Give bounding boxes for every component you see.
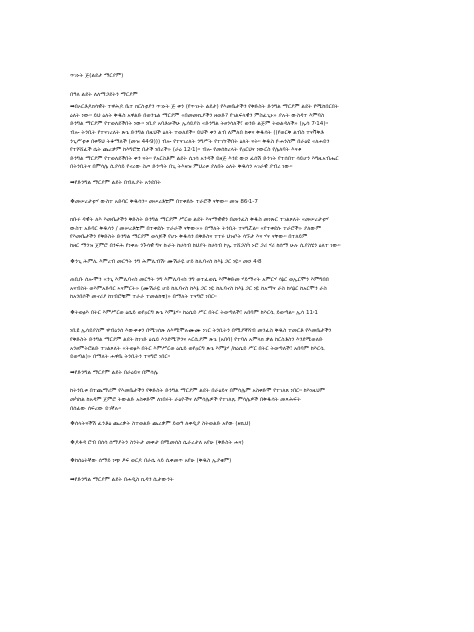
text-line: የቅድስት ድንግል ማርያም ልደት ከነገድ ዕሴይ እንደሚኾንና ኣርሲያም ጽጌ (አበባ) የተባለ አምላክ ቃል ከርስቶስን እንደሚወለድ bbox=[70, 337, 323, 344]
text-line: ጠቢቡ ሰሎሞን «ንጊ እምሊባኖስ መርዓት ንግ እምሊባኖስ ንግ ወተፈወሴ እምቅድመ ሃይማኖት አምርሃ ሳኔር ወኢርሞን እምግበበ bbox=[70, 277, 329, 284]
text-line: ድንግል ማርያም የተወለደችበት ነው። ነቢያ አባቶቻችሁ ኢሳይያስ «ድንግል ትፀንሳለች፣ ወንድ ልጅም ትወልዳለች» (ኢሳ 7፡14)። bbox=[70, 121, 329, 128]
text-line: ይወጣል)» በማለት ሐዋቤ ትንቢትን ተናግሮ ነበር። bbox=[70, 354, 171, 361]
text-line: ብሎ ትንቢት የተናገረለት ጽጌ ድንግል በዚህች ዕለት ተወለደች። ይህች ቀን ልብ ለምለበ ከቀና ቅዱሳት ((የወርቅ ልብስ ተናቫቅቶ bbox=[70, 129, 324, 136]
text-line: ➡በኦርቶዶክሳዊት ተዋሕዶ ቤተ ክርስቲያን ጥገኑት ጅ ቀን (የጥገኑት ልደታ) የእመቤታችን የቅድስት ድንግል ማርያም ልደት የሚከበርበት bbox=[70, 104, 339, 111]
text-line: ➡የድንግል ማርያም ልደት በሐዲስ ኪዳን ሲታውንት bbox=[70, 477, 174, 483]
text-line: ከዘር ማንዝ ጀምሮ በንፍሕ የነቀሉ ንጉሳዊ ግና ኩራት ከሀሳብ ከህያት ከሀሳብ ኮኢ ተሸጋስካ ኑሮ ጋሪ ሃሪ ከሰማ ሁሉ ሲያስሄን ዕለተ ነው። bbox=[70, 242, 341, 249]
text-line: ጥገኑት ጅ(ልደታ ማርያም) bbox=[70, 73, 124, 79]
text-line: ❖መሠረታቲሃ ውስተ አድባር ቅዱሳን። መሠረቶቿም በተቀደሱ ተራሮች ናቸው። መዝ 86፡1-7 bbox=[70, 198, 258, 205]
text-line: ❖ትወፅእ በትር እምሥርወ ዕሴይ ወየዐርግ ጽጌ እምኔሃ። ከዕሴይ ሥር በትር ትወጣለች፣ አበባም ከእርሷ ይወጣል። ኢሳ 11፡1 bbox=[70, 309, 318, 316]
text-line: በዓለ ልደት ለለማጋደትን ማርያም bbox=[70, 91, 138, 98]
text-line: ንጊሥቲቱ በቀኝህ ትቆማለች (መዝ 44፡9))) ብሎ የተናገረለት ንግሥት የተገኘችበት ዕለት ናት። ቅዱስ ዮሐንስም በራዕዩ «ለሐይን bbox=[70, 138, 330, 145]
text-line: ➡የድንግል ማርያም ልደት በራዕይና በምሳሌ bbox=[70, 369, 158, 376]
text-block bbox=[70, 309, 404, 318]
section-heading bbox=[70, 369, 404, 378]
text-line: የእመቤታችን የቅድስት ድንግል ማርያም ወላጆች የሆኑ ቅዱሳን በቅድስና ተተሩ ህዝቦት ሳኙታ እና ሃና ናቸው። በተለይም bbox=[70, 234, 308, 241]
text-block bbox=[70, 327, 404, 361]
page-subtitle bbox=[70, 91, 404, 100]
text-line: ❖ከሰዕትኛው ሰማይ ነጭ ዖፍ ወርዶ በራሴ ላይ ሲቀመጥ አየሁ (ቅዱስ ኢያቄም) bbox=[70, 458, 232, 465]
text-block bbox=[70, 198, 404, 207]
text-block bbox=[70, 457, 404, 466]
text-line: የተሾሸፈች ሴት ጨረቃም ከእግሮቿ በታች ነበረች» (ራዕ 12፡1)። ብሎ የመሰከረላት የዐርህና ነውርስ የሌለባት እናቱ bbox=[70, 147, 302, 154]
text-line: ➡የድንግል ማርያም ልደት በብሊያት አንደበት bbox=[70, 179, 161, 186]
text-line: ❖ሰላትናችሽ ፈንቶዕ ጨረቃት ስተወልድ ጨረቃም ይወዓ ለቀዲያ ስትወልድ አየው (ዘኪህ) bbox=[70, 421, 251, 428]
text-block bbox=[70, 216, 404, 250]
text-line: ነቢዩ ኢሳይያስም ዋብዕንሰ እውቀቱን በሚገሰጽ ለእሚሞሉሙሙ ነገር ትንቢትን በሚያኛሻብ መንፈስ ቅዱስ ተመርቶ የእመቤታችን bbox=[70, 328, 332, 335]
text-block bbox=[70, 420, 404, 429]
text-line: ውስተ አድባር ቅዱሳን / መሠረቶቿም በተቀደሱ ተራራች ናቸው»» በማለት ትንቢት ተናግሯል። «የተቀደሱ ተራሮች» ያለውም bbox=[70, 225, 322, 232]
text-line: ❖ዶፋዳ ሮብ በሰሳ ሰማያትን ስንትታ መቀታ በሚመሰስ ሴራረታለ አየሁ (ቅድስት ሐና) bbox=[70, 439, 244, 446]
text-line: አንፀምትሮልድ ተገልጾለት «ትወፅእ በትር እምሥርወ ዕሴይ ወየዐርግ ጽጌ እምኔሃ /ከዕሴይ ሥር በትር ትወጣለች፣ አበባም ከእርሷ bbox=[70, 345, 325, 352]
text-block bbox=[70, 439, 404, 448]
text-line: በሰፊው ሰፍረው ይገኛሉ። bbox=[70, 405, 122, 412]
text-block bbox=[70, 387, 404, 413]
text-block bbox=[70, 258, 404, 267]
text-line: አናብስት ወእምአድባር ኣናምርት» (ሙሽራዬ ሆይ ከሊባኖስ ከእኔ ጋር ነዬ ከሊባኖስ ከእኔ ጋር ነዬ ከአማና ራስ ከሳኔር ከአርሞን ራስ bbox=[70, 285, 327, 292]
text-line: ክቡሩ ዳዊት ለእ እመቤታችን ቅድስት ድንግል ማርያም ሥርወ ልደት እናማዊዊን በመንፈስ ቅዱስ መነጽር ተገልጾለት «መሠረታቲሃ bbox=[70, 217, 329, 224]
section-heading bbox=[70, 179, 404, 188]
text-line: ከአንበሶች መኖሪያ ከነብሮቹም ተራራ ተመልከቺ)» በማለት ተናግሮ ነበር። bbox=[70, 294, 217, 301]
text-block bbox=[70, 103, 404, 172]
page-title bbox=[70, 72, 404, 81]
text-line: ከትንቢቱ በተጨማሪም የእመቤታችን የቅድስት ድንግል ማርያም ልደት በራዕይና በምሳሌም አስቀድሞ የተገለጸ ነበር። ከእነዚህም bbox=[70, 388, 326, 395]
text-block bbox=[70, 276, 404, 302]
text-line: ዕለት ነው። ይህ ዕለት ቅዱስ አዋልድ በወንጌል ማርያም «በመመኪያችን ዘወድ? የገልፍላዊን ምስፈጊኑ» ያሉት ውስዳተ እምባስ bbox=[70, 112, 325, 119]
text-line: ❖ንጊ ሕምሊ እምረብ መርዓት ንግ ሕምሊብሽ፡ ሙሽራዬ ሆይ ከሊባኖስ ከእኔ ጋር ነዬ። መኃ 4፡8 bbox=[70, 258, 262, 265]
text-line: ድንግል ማርያም የተወለደችበት ቀን ናት። የአርስቶም ልደት ሲነሳ አንዳች ይዘጅ እንደ ውኃ ፈሰሽ ድንገት የተሰበተ ሳይሆን እግዚአብሔር bbox=[70, 155, 339, 162]
text-line: መካከል ከአዳም ጀምሮ ትውልድ አስቀድሞ ለነበሩት ራዕዮችና ለምሳሌዎች የተገለጹ ምሳሌዎች በቅዱሳት መጻሕፍት bbox=[70, 397, 301, 404]
text-line: በትንቢትና በምሳሌ ሲያሳይ የኖረው ስጦ ድንጣት በጊ ትእዛዝ ምህረቱ ያለበት ዕለት ቅዱሳን ኣገራዊ ያብረ ነው። bbox=[70, 164, 293, 171]
section-heading bbox=[70, 476, 404, 485]
